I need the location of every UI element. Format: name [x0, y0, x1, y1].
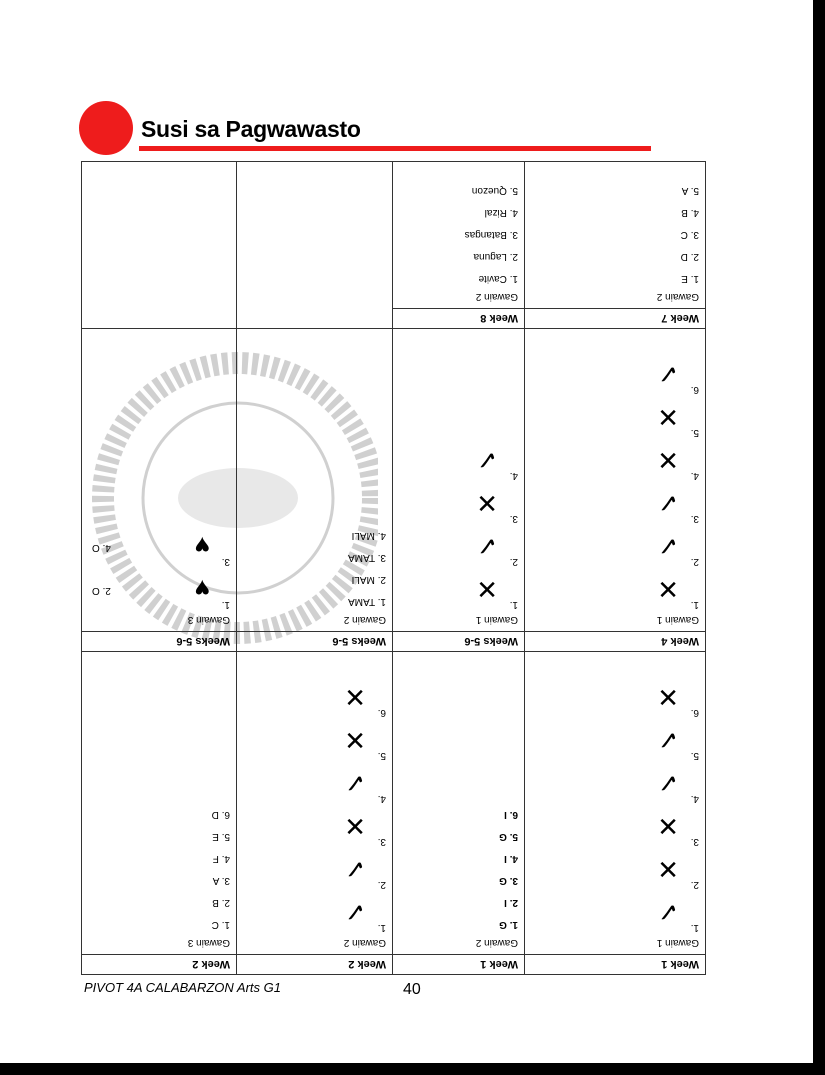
answer-item: 3. Batangas — [464, 229, 518, 240]
cross-icon: ✕ — [657, 402, 679, 432]
answer-item — [525, 763, 705, 806]
cell-week-label: Week 8 — [393, 308, 524, 328]
answer-item — [525, 397, 705, 440]
red-circle-icon — [79, 101, 133, 155]
check-icon: ✓ — [344, 768, 366, 798]
item-number: 3. — [690, 836, 699, 847]
cell-week8-gawain2 — [393, 162, 525, 329]
answer-key-table — [82, 162, 706, 975]
answer-item: 4. MALI — [351, 530, 386, 541]
item-number: 5. — [690, 427, 699, 438]
cell-week-label: Weeks 5-6 — [82, 631, 236, 651]
answer-item: 2. B — [212, 897, 230, 908]
answer-item: 2. MALI — [351, 574, 386, 585]
answer-item: 5. A — [681, 185, 699, 196]
cell-weeks56-gawain3 — [82, 329, 237, 652]
item-number: 4. — [377, 793, 386, 804]
page-edge-bottom — [0, 1063, 825, 1075]
cross-icon: ✕ — [476, 574, 498, 604]
cell-week-label: Week 1 — [525, 954, 705, 974]
check-icon: ✓ — [657, 359, 679, 389]
cell-task-label: Gawain 2 — [475, 937, 518, 948]
cell-week-label: Week 2 — [82, 954, 236, 974]
item-number: 1. — [690, 599, 699, 610]
cross-icon: ✕ — [657, 445, 679, 475]
cell-week7-gawain2 — [525, 162, 706, 329]
cross-icon: ✕ — [657, 811, 679, 841]
item-number: 1. — [221, 599, 230, 610]
page-edge-right — [813, 0, 825, 1075]
check-icon: ✓ — [344, 854, 366, 884]
answer-item — [237, 849, 392, 892]
cell-week-label: Weeks 5-6 — [237, 631, 392, 651]
answer-item: 2. Laguna — [473, 251, 518, 262]
cell-empty — [82, 162, 237, 329]
answer-item — [237, 677, 392, 720]
answer-item — [393, 483, 524, 526]
cell-week2-gawain2 — [237, 652, 393, 975]
cell-task-label: Gawain 3 — [187, 937, 230, 948]
answer-item: 5. E — [212, 831, 230, 842]
cell-weeks56-gawain1 — [393, 329, 525, 652]
cell-week4-gawain1 — [525, 329, 706, 652]
cell-weeks56-gawain2 — [237, 329, 393, 652]
answer-item: 5. G — [499, 831, 518, 842]
answer-item: 3. G — [499, 875, 518, 886]
cross-icon: ✕ — [657, 682, 679, 712]
answer-item — [525, 440, 705, 483]
cell-week-label: Week 7 — [525, 308, 705, 328]
answer-item — [237, 892, 392, 935]
answer-item: 1. Cavite — [478, 273, 518, 284]
answer-item: 2. I — [504, 897, 518, 908]
answer-item — [525, 354, 705, 397]
item-number: 4. — [690, 470, 699, 481]
cross-icon: ✕ — [344, 811, 366, 841]
cell-task-label: Gawain 2 — [656, 291, 699, 302]
answer-item — [82, 569, 236, 612]
check-icon: ✓ — [657, 488, 679, 518]
title-underline — [139, 146, 651, 151]
item-number: 3. — [509, 513, 518, 524]
cross-icon: ✕ — [657, 574, 679, 604]
heart-icon: ♥ — [194, 531, 210, 561]
item-number: 4. — [690, 793, 699, 804]
item-number: 3. — [221, 556, 230, 567]
item-number: 4. — [509, 470, 518, 481]
cross-icon: ✕ — [476, 488, 498, 518]
cell-week1-gawain1 — [525, 652, 706, 975]
answer-item — [525, 569, 705, 612]
answer-item: 3. A — [212, 875, 230, 886]
answer-item — [525, 849, 705, 892]
answer-item: 1. G — [499, 919, 518, 930]
answer-item — [525, 806, 705, 849]
cell-task-label: Gawain 1 — [656, 937, 699, 948]
answer-item — [237, 763, 392, 806]
cross-icon: ✕ — [344, 682, 366, 712]
page-number: 40 — [403, 981, 421, 998]
answer-item: 1. C — [211, 919, 230, 930]
item-number: 6. — [377, 707, 386, 718]
heart-icon: ♥ — [194, 574, 210, 604]
footer-module-label: PIVOT 4A CALABARZON Arts G1 — [84, 980, 281, 995]
item-number: 5. — [377, 750, 386, 761]
answer-item: 4. Rizal — [484, 207, 518, 218]
check-icon: ✓ — [476, 531, 498, 561]
item-number: 1. — [377, 922, 386, 933]
answer-item: 6. I — [504, 809, 518, 820]
answer-item: 5. Quezon — [471, 185, 518, 196]
item-number: 2. — [690, 556, 699, 567]
answer-item — [525, 526, 705, 569]
answer-item: 1. E — [681, 273, 699, 284]
answer-item — [525, 677, 705, 720]
item-number: 2. — [509, 556, 518, 567]
answer-item — [525, 483, 705, 526]
check-icon: ✓ — [476, 445, 498, 475]
item-number: 3. — [377, 836, 386, 847]
item-number: 2. — [377, 879, 386, 890]
answer-item — [525, 892, 705, 935]
cell-task-label: Gawain 2 — [343, 937, 386, 948]
item-number: 1. — [690, 922, 699, 933]
answer-item — [393, 526, 524, 569]
cell-week-label: Weeks 5-6 — [393, 631, 524, 651]
cell-week-label: Week 4 — [525, 631, 705, 651]
cell-task-label: Gawain 2 — [475, 291, 518, 302]
item-number: 4. O — [92, 542, 111, 553]
answer-item — [393, 440, 524, 483]
answer-item: 4. I — [504, 853, 518, 864]
cell-week1-gawain2 — [393, 652, 525, 975]
check-icon: ✓ — [657, 897, 679, 927]
cell-task-label: Gawain 2 — [343, 614, 386, 625]
cell-task-label: Gawain 1 — [656, 614, 699, 625]
answer-item — [237, 720, 392, 763]
cell-empty — [237, 162, 393, 329]
cross-icon: ✕ — [657, 854, 679, 884]
answer-item — [82, 526, 236, 569]
check-icon: ✓ — [344, 897, 366, 927]
answer-item — [237, 806, 392, 849]
answer-item: 1. TAMA — [348, 596, 386, 607]
item-number: 3. — [690, 513, 699, 524]
item-number: 2. — [690, 879, 699, 890]
cross-icon: ✕ — [344, 725, 366, 755]
item-number: 6. — [690, 707, 699, 718]
cell-week-label: Week 1 — [393, 954, 524, 974]
item-number: 6. — [690, 384, 699, 395]
cell-task-label: Gawain 1 — [475, 614, 518, 625]
check-icon: ✓ — [657, 725, 679, 755]
answer-item: 3. TAMA — [348, 552, 386, 563]
answer-item: 4. F — [212, 853, 230, 864]
cell-week2-gawain3 — [82, 652, 237, 975]
answer-item: 2. D — [680, 251, 699, 262]
item-number: 5. — [690, 750, 699, 761]
check-icon: ✓ — [657, 768, 679, 798]
answer-item — [525, 720, 705, 763]
check-icon: ✓ — [657, 531, 679, 561]
cell-task-label: Gawain 3 — [187, 614, 230, 625]
cell-week-label: Week 2 — [237, 954, 392, 974]
page-title: Susi sa Pagwawasto — [141, 116, 361, 142]
answer-item: 4. B — [681, 207, 699, 218]
item-number: 1. — [509, 599, 518, 610]
answer-item — [393, 569, 524, 612]
answer-item: 6. D — [211, 809, 230, 820]
item-number: 2. O — [92, 585, 111, 596]
answer-item: 3. C — [680, 229, 699, 240]
